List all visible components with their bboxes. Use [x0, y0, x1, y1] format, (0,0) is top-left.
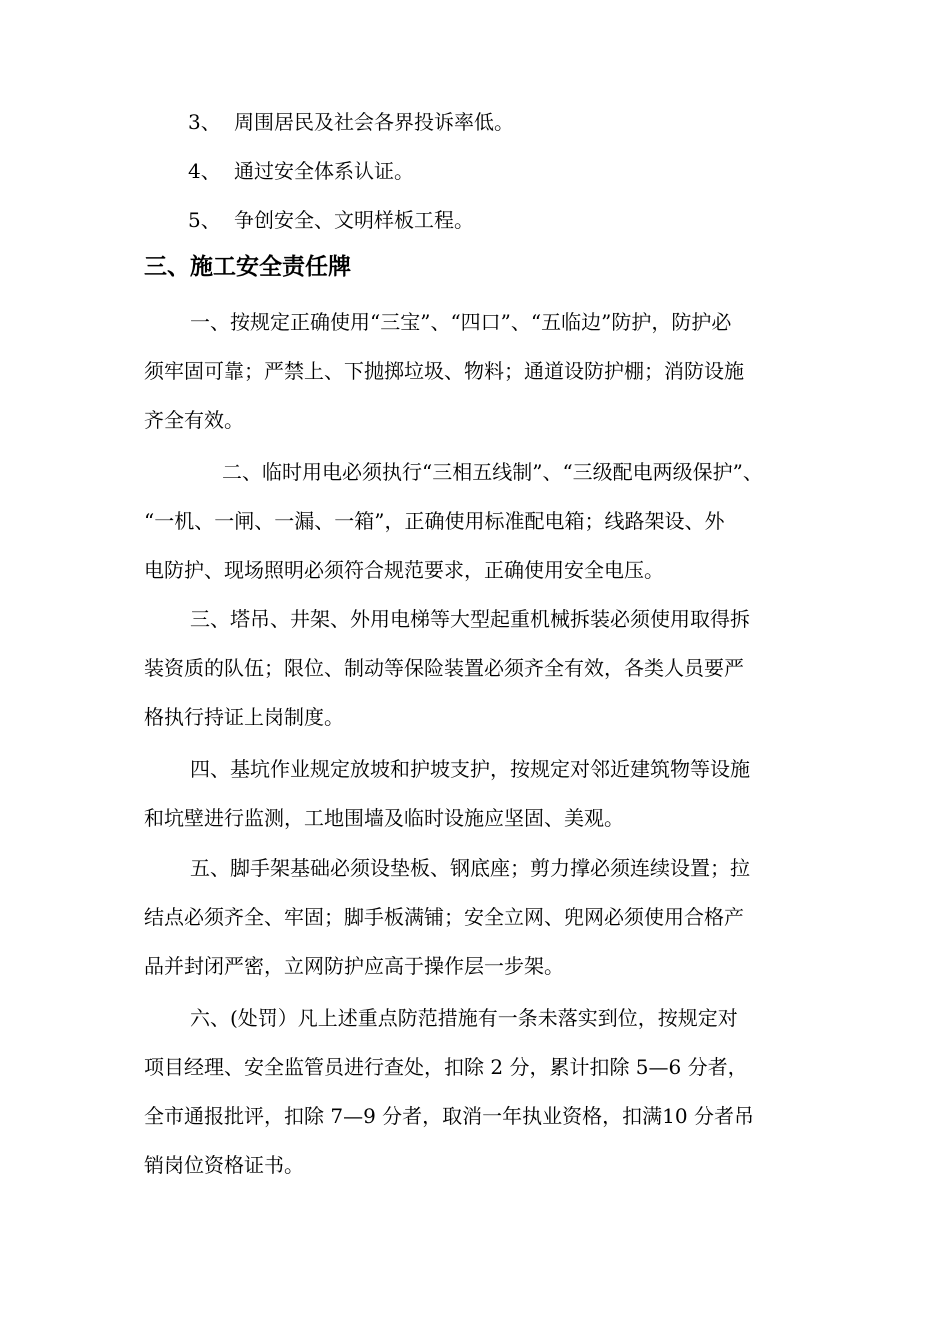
paragraph-line: 结点必须齐全、牢固；脚手板满铺；安全立网、兜网必须使用合格产	[144, 905, 744, 929]
paragraph-line: 全市通报批评，扣除 7—9 分者，取消一年执业资格，扣满10 分者吊	[144, 1104, 754, 1128]
goal-text: 通过安全体系认证。	[234, 159, 414, 183]
paragraph-line: 一、按规定正确使用“三宝”、“四口”、“五临边”防护，防护必	[190, 310, 732, 334]
paragraph-line: 六、(处罚）凡上述重点防范措施有一条未落实到位，按规定对	[190, 1006, 738, 1030]
paragraph-line: 五、脚手架基础必须设垫板、钢底座；剪力撑必须连续设置；拉	[190, 856, 750, 880]
paragraph-line: 三、塔吊、井架、外用电梯等大型起重机械拆装必须使用取得拆	[190, 607, 750, 631]
paragraph-line: “一机、一闸、一漏、一箱”，正确使用标准配电箱；线路架设、外	[144, 509, 725, 533]
goal-number: 5、	[188, 208, 221, 232]
goal-number: 3、	[188, 110, 221, 134]
paragraph-line: 装资质的队伍；限位、制动等保险装置必须齐全有效，各类人员要严	[144, 656, 744, 680]
goal-number: 4、	[188, 159, 221, 183]
paragraph-line: 和坑壁进行监测，工地围墙及临时设施应坚固、美观。	[144, 806, 624, 830]
paragraph-line: 齐全有效。	[144, 408, 244, 432]
goal-text: 周围居民及社会各界投诉率低。	[234, 110, 514, 134]
paragraph-line: 须牢固可靠；严禁上、下抛掷垃圾、物料；通道设防护棚；消防设施	[144, 359, 744, 383]
paragraph-line: 项目经理、安全监管员进行查处，扣除 2 分，累计扣除 5—6 分者，	[144, 1055, 748, 1079]
section-heading: 三、施工安全责任牌	[144, 254, 351, 280]
goal-item	[188, 157, 414, 185]
paragraph-line: 格执行持证上岗制度。	[144, 705, 344, 729]
goal-text: 争创安全、文明样板工程。	[234, 208, 474, 232]
paragraph-line: 销岗位资格证书。	[144, 1153, 304, 1177]
paragraph-line: 电防护、现场照明必须符合规范要求，正确使用安全电压。	[144, 558, 664, 582]
goal-item	[188, 108, 514, 136]
goal-item	[188, 206, 474, 234]
paragraph-line: 品并封闭严密，立网防护应高于操作层一步架。	[144, 954, 564, 978]
paragraph-line: 四、基坑作业规定放坡和护坡支护，按规定对邻近建筑物等设施	[190, 757, 750, 781]
paragraph-line: 二、临时用电必须执行“三相五线制”、“三级配电两级保护”、	[222, 460, 763, 484]
